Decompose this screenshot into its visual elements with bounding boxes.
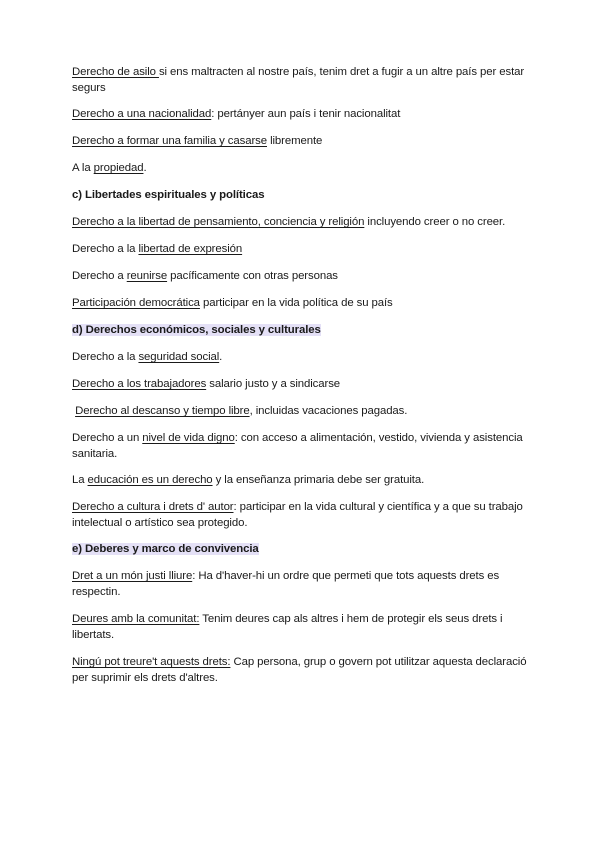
paragraph-education <box>72 473 532 489</box>
paragraph-text: salario justo y a sindicarse <box>206 378 341 390</box>
underlined-term: Derecho a los trabajadores <box>72 378 207 390</box>
paragraph-workers <box>72 377 532 393</box>
paragraph-text: pacíficamente con otras personas <box>167 270 338 282</box>
paragraph-expression <box>72 242 532 258</box>
paragraph-text: Cap persona, grup o govern pot utilitzar aquesta declaració per suprimir els drets d'altres. <box>72 656 527 684</box>
underlined-term: libertad de expresión <box>138 243 243 255</box>
paragraph-property <box>72 161 532 177</box>
paragraph-community-duties <box>72 612 532 643</box>
paragraph-prefix: A la <box>72 162 94 174</box>
paragraph-culture <box>72 500 532 531</box>
paragraph-prefix: Derecho a la <box>72 243 139 255</box>
underlined-term: propiedad <box>93 162 144 174</box>
underlined-term: reunirse <box>126 270 168 282</box>
paragraph-text: . <box>143 162 147 174</box>
section-heading-e <box>72 542 532 558</box>
underlined-term: Derecho a formar una familia y casarse <box>72 135 267 147</box>
paragraph-participation <box>72 296 532 312</box>
paragraph-text: : participar en la vida cultural y científica y a que su trabajo intelectual o artístico sea protegido. <box>72 501 523 529</box>
section-heading-d <box>72 323 532 339</box>
paragraph-text: Tenim deures cap als altres i hem de protegir els seus drets i libertats. <box>72 613 503 641</box>
underlined-term: seguridad social <box>138 351 220 363</box>
paragraph-prefix: La <box>72 474 88 486</box>
underlined-term: Derecho a cultura i drets d' autor <box>72 501 234 513</box>
paragraph-asylum <box>72 65 532 96</box>
paragraph-text: : con acceso a alimentación, vestido, vivienda y asistencia sanitaria. <box>72 432 523 460</box>
paragraph-living-standard <box>72 431 532 462</box>
underlined-term: Dret a un món justi lliure <box>72 570 193 582</box>
paragraph-text: . <box>219 351 223 363</box>
underlined-term: Derecho de asilo <box>72 66 159 78</box>
paragraph-nationality <box>72 107 532 123</box>
paragraph-text: libremente <box>267 135 323 147</box>
paragraph-rest <box>72 404 532 420</box>
paragraph-family <box>72 134 532 150</box>
underlined-term: Derecho a una nacionalidad <box>72 108 212 120</box>
paragraph-thought <box>72 215 532 231</box>
heading-text: e) Deberes y marco de convivencia <box>72 543 259 555</box>
underlined-term: Deures amb la comunitat: <box>72 613 200 625</box>
paragraph-just-world <box>72 569 532 600</box>
paragraph-text: incluyendo creer o no creer. <box>364 216 506 228</box>
underlined-term: educación es un derecho <box>87 474 213 486</box>
underlined-term: Derecho al descanso y tiempo libre <box>75 405 250 417</box>
paragraph-social-security <box>72 350 532 366</box>
paragraph-text: , incluidas vacaciones pagadas. <box>249 405 408 417</box>
paragraph-prefix: Derecho a la <box>72 351 139 363</box>
paragraph-text: : pertányer aun país i tenir nacionalitat <box>211 108 401 120</box>
paragraph-text: : Ha d'haver-hi un ordre que permeti que tots aquests drets es respectin. <box>72 570 500 598</box>
underlined-term: Ningú pot treure't aquests drets: <box>72 656 231 668</box>
section-heading-c <box>72 188 532 204</box>
heading-text: c) Libertades espirituales y políticas <box>72 189 265 201</box>
underlined-term: Participación democrática <box>72 297 200 309</box>
paragraph-prefix: Derecho a <box>72 270 127 282</box>
paragraph-inalienable <box>72 655 532 686</box>
paragraph-text: si ens maltracten al nostre país, tenim dret a fugir a un altre país per estar segurs <box>72 66 525 94</box>
paragraph-text: y la enseñanza primaria debe ser gratuita. <box>212 474 425 486</box>
underlined-term: Derecho a la libertad de pensamiento, conciencia y religión <box>72 216 365 228</box>
underlined-term: nivel de vida digno <box>142 432 235 444</box>
heading-text: d) Derechos económicos, sociales y culturales <box>72 324 321 336</box>
paragraph-text: participar en la vida política de su país <box>199 297 393 309</box>
paragraph-prefix: Derecho a un <box>72 432 143 444</box>
paragraph-assembly <box>72 269 532 285</box>
